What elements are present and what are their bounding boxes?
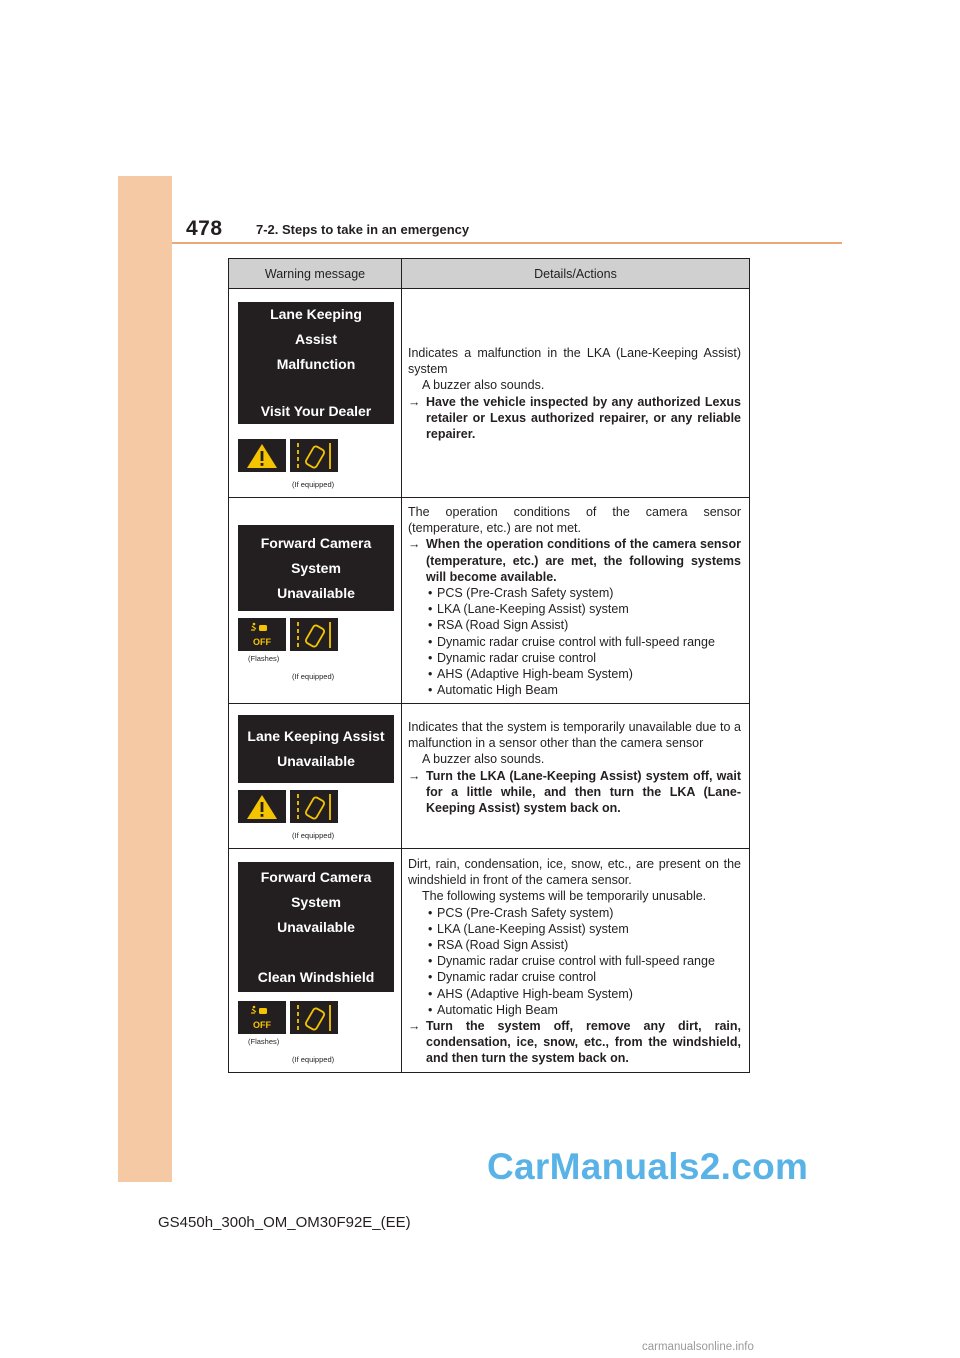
- display-line: Assist: [294, 331, 338, 347]
- system-list: [408, 585, 741, 698]
- details-cell: [402, 289, 749, 497]
- action-instruction: Turn the system off, remove any dirt, rain, condensation, ice, snow, etc., from the windshield, and then turn the system back on.: [426, 1019, 741, 1066]
- details-cell: [402, 849, 749, 1072]
- action-text: [408, 1018, 741, 1067]
- details-cell: [402, 498, 749, 703]
- if-equipped-note: (If equipped): [292, 480, 335, 489]
- buzzer-note: A buzzer also sounds.: [422, 378, 545, 393]
- message-display: [238, 525, 394, 611]
- list-item: • RSA (Road Sign Assist): [428, 937, 741, 953]
- list-item: • AHS (Adaptive High-beam System): [428, 986, 741, 1002]
- flashes-note: (Flashes): [248, 654, 280, 663]
- warning-message-cell: [229, 849, 402, 1072]
- lane-keeping-icon: [290, 1001, 338, 1034]
- flashes-note: (Flashes): [248, 1037, 280, 1046]
- list-item: • Dynamic radar cruise control with full-speed range: [428, 953, 741, 969]
- list-item: • AHS (Adaptive High-beam System): [428, 666, 741, 682]
- table-row: [229, 498, 749, 704]
- action-text: [408, 536, 741, 585]
- list-item: • PCS (Pre-Crash Safety system): [428, 905, 741, 921]
- warning-message-cell: [229, 704, 402, 848]
- section-title: 7-2. Steps to take in an emergency: [256, 222, 470, 237]
- arrow-icon: →: [408, 1019, 421, 1034]
- buzzer-note: A buzzer also sounds.: [422, 752, 545, 767]
- list-item: • RSA (Road Sign Assist): [428, 617, 741, 633]
- display-line: [238, 377, 394, 399]
- arrow-icon: →: [408, 768, 421, 783]
- list-item: • Automatic High Beam: [428, 682, 741, 698]
- display-line: Unavailable: [277, 753, 355, 769]
- display-line: Malfunction: [276, 356, 356, 372]
- action-instruction: When the operation conditions of the camera sensor (temperature, etc.) are met, the following systems will become available.: [426, 537, 741, 584]
- display-line: System: [291, 893, 341, 910]
- system-list: [408, 905, 741, 1018]
- pcs-off-icon: [238, 618, 286, 651]
- off-label: OFF: [253, 1019, 271, 1030]
- display-line: Visit Your Dealer: [260, 403, 372, 419]
- list-item: • LKA (Lane-Keeping Assist) system: [428, 921, 741, 937]
- page-side-tab: [118, 176, 172, 1182]
- display-line: Clean Windshield: [257, 968, 375, 985]
- description-text: The operation conditions of the camera sensor (temperature, etc.) are not met.: [408, 505, 741, 536]
- list-item: • PCS (Pre-Crash Safety system): [428, 585, 741, 601]
- list-item: • LKA (Lane-Keeping Assist) system: [428, 601, 741, 617]
- description-text: Dirt, rain, condensation, ice, snow, etc., are present on the windshield in front of the camera sensor.: [408, 857, 741, 888]
- arrow-icon: →: [408, 537, 421, 552]
- if-equipped-note: (If equipped): [292, 1055, 335, 1064]
- message-display: [238, 302, 394, 424]
- if-equipped-note: (If equipped): [292, 672, 335, 681]
- display-line: Lane Keeping: [270, 306, 362, 322]
- unusable-note: The following systems will be temporarily unusable.: [422, 889, 707, 904]
- list-item: • Automatic High Beam: [428, 1002, 741, 1018]
- if-equipped-note: (If equipped): [292, 831, 335, 840]
- action-instruction: Turn the LKA (Lane-Keeping Assist) system off, wait for a little while, and then turn the LKA (Lane-Keeping Assist) system back on.: [426, 768, 741, 816]
- table-row: [229, 704, 749, 849]
- document-code: GS450h_300h_OM_OM30F92E_(EE): [158, 1214, 411, 1231]
- lane-keeping-icon: [290, 790, 338, 823]
- table-row: [229, 289, 749, 498]
- off-label: OFF: [253, 636, 271, 647]
- display-line: System: [291, 559, 341, 576]
- warning-triangle-icon: [238, 439, 286, 472]
- pcs-off-icon: [238, 1001, 286, 1034]
- list-item: • Dynamic radar cruise control: [428, 650, 741, 666]
- header-warning-message: Warning message: [229, 259, 402, 288]
- action-instruction: Have the vehicle inspected by any authorized Lexus retailer or Lexus authorized repairer, or any reliable repairer.: [426, 394, 741, 442]
- warning-triangle-icon: [238, 790, 286, 823]
- watermark-url: carmanualsonline.info: [642, 1341, 754, 1353]
- page-number: 478: [186, 217, 223, 240]
- list-item: • Dynamic radar cruise control: [428, 969, 741, 985]
- action-text: [408, 394, 741, 443]
- warning-message-cell: [229, 498, 402, 703]
- warning-message-cell: [229, 289, 402, 497]
- arrow-icon: →: [408, 394, 421, 409]
- table-row: [229, 849, 749, 1072]
- lane-keeping-icon: [290, 618, 338, 651]
- list-item: • Dynamic radar cruise control with full-speed range: [428, 634, 741, 650]
- display-line: Unavailable: [277, 584, 355, 601]
- display-line: Forward Camera: [260, 534, 372, 551]
- warning-message-table: [228, 258, 750, 1073]
- display-line: Unavailable: [277, 918, 355, 935]
- table-header: [229, 259, 749, 289]
- details-cell: [402, 704, 749, 848]
- watermark-logo: CarManuals2.com: [487, 1146, 809, 1187]
- display-line: Lane Keeping Assist: [247, 728, 385, 744]
- message-display: [238, 715, 394, 783]
- display-line: [238, 940, 394, 965]
- lane-keeping-icon: [290, 439, 338, 472]
- display-line: Forward Camera: [260, 868, 372, 885]
- header-details-actions: Details/Actions: [534, 266, 617, 281]
- description-text: Indicates a malfunction in the LKA (Lane-Keeping Assist) system: [408, 346, 741, 377]
- header-rule: [172, 242, 842, 244]
- description-text: Indicates that the system is temporarily unavailable due to a malfunction in a sensor other than the camera sensor: [408, 720, 741, 751]
- action-text: [408, 768, 741, 817]
- message-display: [238, 862, 394, 992]
